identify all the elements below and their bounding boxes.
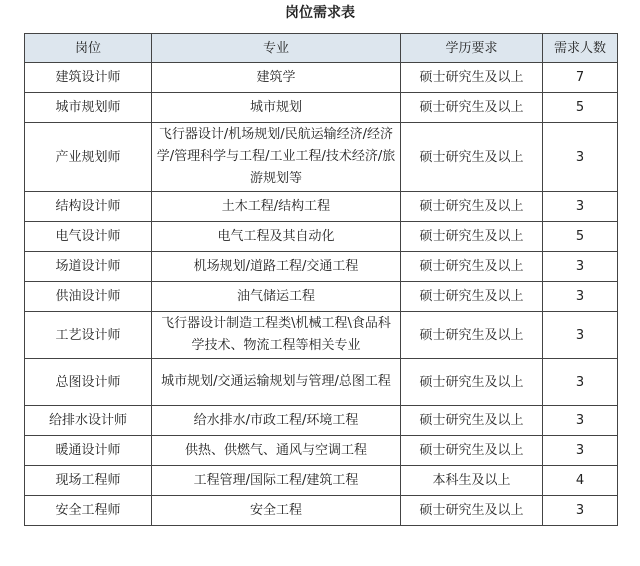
cell-major: 油气储运工程 xyxy=(152,282,401,312)
cell-count: 7 xyxy=(543,63,618,93)
header-education: 学历要求 xyxy=(401,34,543,63)
header-position: 岗位 xyxy=(25,34,152,63)
cell-position: 工艺设计师 xyxy=(25,312,152,359)
cell-major: 电气工程及其自动化 xyxy=(152,222,401,252)
cell-major: 城市规划/交通运输规划与管理/总图工程 xyxy=(152,359,401,406)
requirements-table xyxy=(24,33,618,526)
table-row xyxy=(25,436,618,466)
table-row xyxy=(25,252,618,282)
cell-major: 供热、供燃气、通风与空调工程 xyxy=(152,436,401,466)
cell-count: 3 xyxy=(543,496,618,526)
cell-count: 3 xyxy=(543,282,618,312)
cell-education: 硕士研究生及以上 xyxy=(401,123,543,192)
table-row xyxy=(25,93,618,123)
cell-education: 硕士研究生及以上 xyxy=(401,252,543,282)
cell-major: 土木工程/结构工程 xyxy=(152,192,401,222)
cell-education: 硕士研究生及以上 xyxy=(401,282,543,312)
cell-major: 工程管理/国际工程/建筑工程 xyxy=(152,466,401,496)
cell-major: 飞行器设计制造工程类\机械工程\食品科学技术、物流工程等相关专业 xyxy=(152,312,401,359)
table-row xyxy=(25,123,618,192)
cell-count: 5 xyxy=(543,222,618,252)
cell-major: 建筑学 xyxy=(152,63,401,93)
table-row xyxy=(25,282,618,312)
table-row xyxy=(25,192,618,222)
cell-education: 本科生及以上 xyxy=(401,466,543,496)
cell-education: 硕士研究生及以上 xyxy=(401,436,543,466)
cell-education: 硕士研究生及以上 xyxy=(401,496,543,526)
page-title: 岗位需求表 xyxy=(285,5,355,21)
table-row xyxy=(25,406,618,436)
cell-count: 3 xyxy=(543,252,618,282)
cell-count: 4 xyxy=(543,466,618,496)
cell-count: 3 xyxy=(543,359,618,406)
cell-education: 硕士研究生及以上 xyxy=(401,192,543,222)
table-row xyxy=(25,222,618,252)
table-row xyxy=(25,496,618,526)
cell-major: 城市规划 xyxy=(152,93,401,123)
table-row xyxy=(25,312,618,359)
cell-position: 电气设计师 xyxy=(25,222,152,252)
cell-major: 安全工程 xyxy=(152,496,401,526)
cell-position: 建筑设计师 xyxy=(25,63,152,93)
cell-count: 3 xyxy=(543,406,618,436)
cell-education: 硕士研究生及以上 xyxy=(401,63,543,93)
cell-count: 3 xyxy=(543,123,618,192)
cell-education: 硕士研究生及以上 xyxy=(401,406,543,436)
cell-position: 暖通设计师 xyxy=(25,436,152,466)
cell-position: 现场工程师 xyxy=(25,466,152,496)
header-count: 需求人数 xyxy=(543,34,618,63)
cell-count: 5 xyxy=(543,93,618,123)
cell-count: 3 xyxy=(543,312,618,359)
cell-education: 硕士研究生及以上 xyxy=(401,312,543,359)
table-row xyxy=(25,466,618,496)
cell-major: 给水排水/市政工程/环境工程 xyxy=(152,406,401,436)
cell-major: 飞行器设计/机场规划/民航运输经济/经济学/管理科学与工程/工业工程/技术经济/旅游规划等 xyxy=(152,123,401,192)
cell-education: 硕士研究生及以上 xyxy=(401,93,543,123)
cell-count: 3 xyxy=(543,192,618,222)
cell-education: 硕士研究生及以上 xyxy=(401,222,543,252)
cell-position: 给排水设计师 xyxy=(25,406,152,436)
cell-position: 总图设计师 xyxy=(25,359,152,406)
table-row xyxy=(25,359,618,406)
cell-position: 结构设计师 xyxy=(25,192,152,222)
cell-major: 机场规划/道路工程/交通工程 xyxy=(152,252,401,282)
cell-position: 安全工程师 xyxy=(25,496,152,526)
cell-position: 产业规划师 xyxy=(25,123,152,192)
table-row xyxy=(25,63,618,93)
cell-count: 3 xyxy=(543,436,618,466)
cell-position: 城市规划师 xyxy=(25,93,152,123)
cell-position: 场道设计师 xyxy=(25,252,152,282)
table-header-row xyxy=(25,34,618,63)
cell-position: 供油设计师 xyxy=(25,282,152,312)
cell-education: 硕士研究生及以上 xyxy=(401,359,543,406)
header-major: 专业 xyxy=(152,34,401,63)
